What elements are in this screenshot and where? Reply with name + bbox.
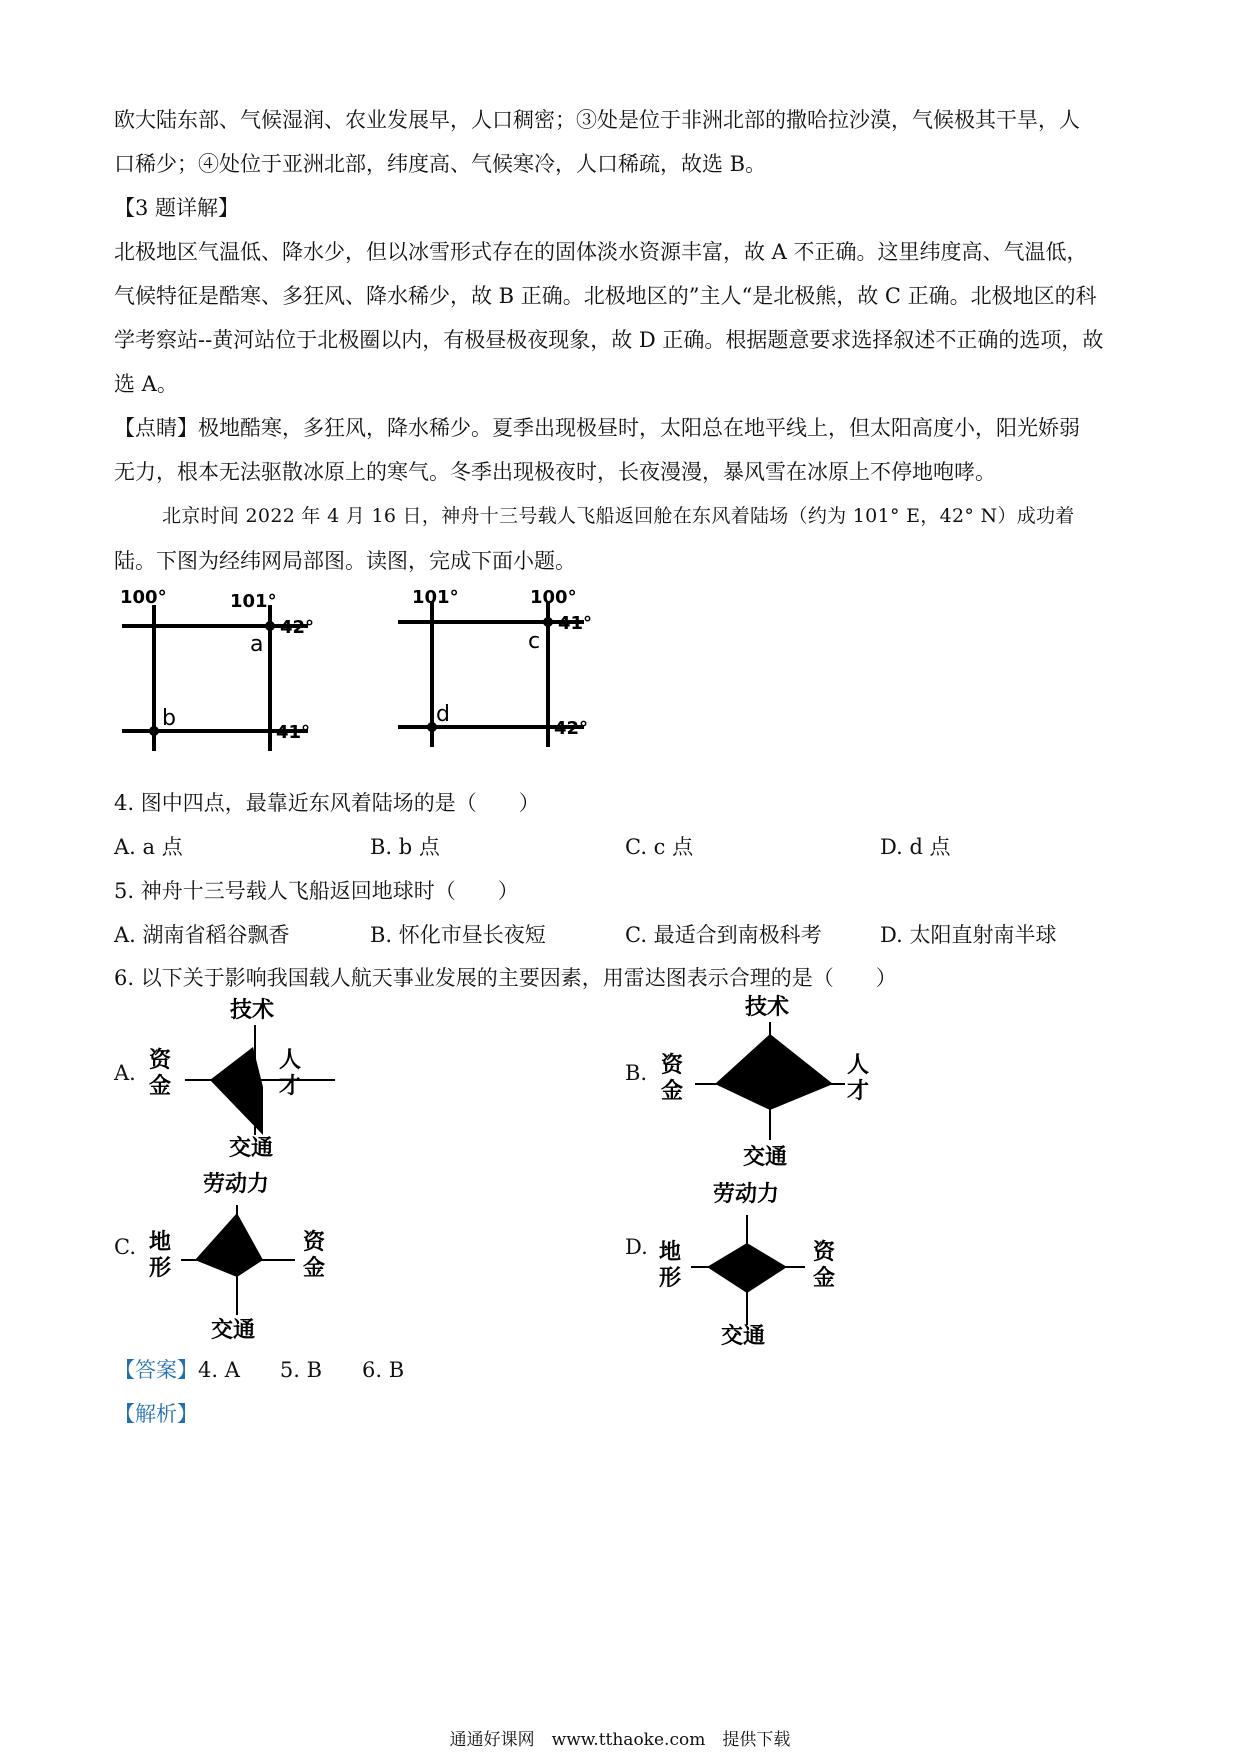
q5-option-a[interactable]: A. 湖南省稻谷飘香 [114,923,290,947]
grid-1-lon-left-label: 100° [120,587,167,608]
point-c-dot [543,617,553,627]
intro-line: 陆。下图为经纬网局部图。读图，完成下面小题。 [114,549,576,573]
radar-b-top-label: 技术 [745,995,790,1020]
point-b-dot [149,726,159,736]
radar-b-bottom-label: 交通 [743,1145,788,1170]
radar-a-left-label-1: 资 [149,1048,172,1073]
radar-c-left-label-1: 地 [149,1230,172,1255]
q4-option-a[interactable]: A. a 点 [114,835,183,859]
radar-b-shape [715,1034,833,1110]
radar-b-right-label-2: 才 [847,1079,870,1104]
page-footer: 通通好课网 www.tthaoke.com 提供下载 [449,1730,791,1750]
radar-b-left-label-2: 金 [661,1079,684,1104]
dianjing-line: 【点睛】极地酷寒，多狂风，降水稀少。夏季出现极昼时，太阳总在地平线上，但太阳高度小，阳光娇弱 [114,416,1080,440]
answer-4: 4. A [198,1358,240,1382]
answer-line [114,1355,1134,1385]
analysis-label: 【解析】 [114,1402,198,1426]
radar-d-shape [707,1243,787,1293]
paragraph-line: 口稀少；④处位于亚洲北部，纬度高、气候寒冷，人口稀疏，故选 B。 [114,152,767,176]
section-heading: 【3 题详解】 [114,196,240,220]
radar-a-top-label: 技术 [230,998,275,1023]
radar-chart-b[interactable] [655,992,885,1172]
paragraph-line: 学考察站--黄河站位于北极圈以内，有极昼极夜现象，故 D 正确。根据题意要求选择叙述不正确的选项，故 [114,328,1104,352]
radar-d-bottom-label: 交通 [721,1324,766,1349]
point-b-label: b [162,706,176,731]
q5-option-b[interactable]: B. 怀化市昼长夜短 [370,923,546,947]
analysis-line [114,1399,1134,1429]
q4-option-b[interactable]: B. b 点 [370,835,440,859]
question-5-stem: 5. 神舟十三号载人飞船返回地球时（ ） [114,879,519,903]
point-d-label: d [436,702,450,727]
radar-chart-c[interactable] [145,1165,365,1350]
grid-2-lat-top-label: 41° [558,613,593,634]
radar-a-shape [210,1047,263,1135]
answer-5: 5. B [279,1358,323,1382]
q6-option-a-letter[interactable]: A. [114,1061,136,1085]
q4-option-d[interactable]: D. d 点 [880,835,951,859]
radar-d-right-label-2: 金 [813,1266,836,1291]
radar-d-left-label-1: 地 [659,1240,682,1265]
point-a-label: a [250,632,264,657]
paragraph-line: 选 A。 [114,372,178,396]
lat-lon-grid-1 [110,585,370,765]
answer-label: 【答案】 [114,1358,198,1382]
q6-option-b-letter[interactable]: B. [625,1061,648,1085]
dianjing-line: 无力，根本无法驱散冰原上的寒气。冬季出现极夜时，长夜漫漫，暴风雪在冰原上不停地咆哮。 [114,460,996,484]
q4-option-c[interactable]: C. c 点 [625,835,694,859]
grid-2-lon-right-label: 100° [530,587,577,608]
answer-6: 6. B [362,1358,405,1382]
question-6-stem: 6. 以下关于影响我国载人航天事业发展的主要因素，用雷达图表示合理的是（ ） [114,966,897,990]
grid-1-lat-top-label: 42° [280,617,315,638]
radar-a-right-label-2: 才 [279,1074,302,1099]
q5-option-d[interactable]: D. 太阳直射南半球 [880,923,1057,947]
radar-d-top-label: 劳动力 [713,1182,780,1207]
radar-b-right-label-1: 人 [847,1053,870,1078]
radar-chart-d[interactable] [655,1175,875,1365]
radar-chart-a[interactable] [145,995,365,1165]
q6-option-d-letter[interactable]: D. [625,1235,648,1259]
q6-option-c-letter[interactable]: C. [114,1235,136,1259]
point-a-dot [265,621,275,631]
q5-option-c[interactable]: C. 最适合到南极科考 [625,923,822,947]
radar-c-top-label: 劳动力 [203,1172,270,1197]
radar-c-left-label-2: 形 [149,1256,172,1281]
radar-c-bottom-label: 交通 [211,1318,256,1343]
lat-lon-grid-2 [388,585,648,765]
grid-2-lon-left-label: 101° [412,587,459,608]
point-c-label: c [528,629,541,654]
radar-b-left-label-1: 资 [661,1053,684,1078]
radar-d-left-label-2: 形 [659,1266,682,1291]
radar-a-left-label-2: 金 [149,1074,172,1099]
radar-c-right-label-1: 资 [303,1230,326,1255]
grid-2-lat-bottom-label: 42° [554,718,589,739]
intro-line: 北京时间 2022 年 4 月 16 日，神舟十三号载人飞船返回舱在东风着陆场（约为 101° E，42° N）成功着 [162,505,1075,527]
radar-c-right-label-2: 金 [303,1256,326,1281]
paragraph-line: 欧大陆东部、气候湿润、农业发展早，人口稠密；③处是位于非洲北部的撒哈拉沙漠，气候极其干旱，人 [114,108,1080,132]
radar-c-shape [195,1213,263,1277]
radar-a-right-label-1: 人 [279,1048,302,1073]
grid-1-lon-right-label: 101° [230,591,277,612]
paragraph-line: 北极地区气温低、降水少，但以冰雪形式存在的固体淡水资源丰富，故 A 不正确。这里纬度高、气温低， [114,240,1088,264]
question-4-stem: 4. 图中四点，最靠近东风着陆场的是（ ） [114,791,540,815]
radar-d-right-label-1: 资 [813,1240,836,1265]
grid-1-lat-bottom-label: 41° [276,722,311,743]
paragraph-line: 气候特征是酷寒、多狂风、降水稀少，故 B 正确。北极地区的”主人“是北极熊，故 C 正确。北极地区的科 [114,284,1097,308]
radar-a-bottom-label: 交通 [229,1136,274,1161]
